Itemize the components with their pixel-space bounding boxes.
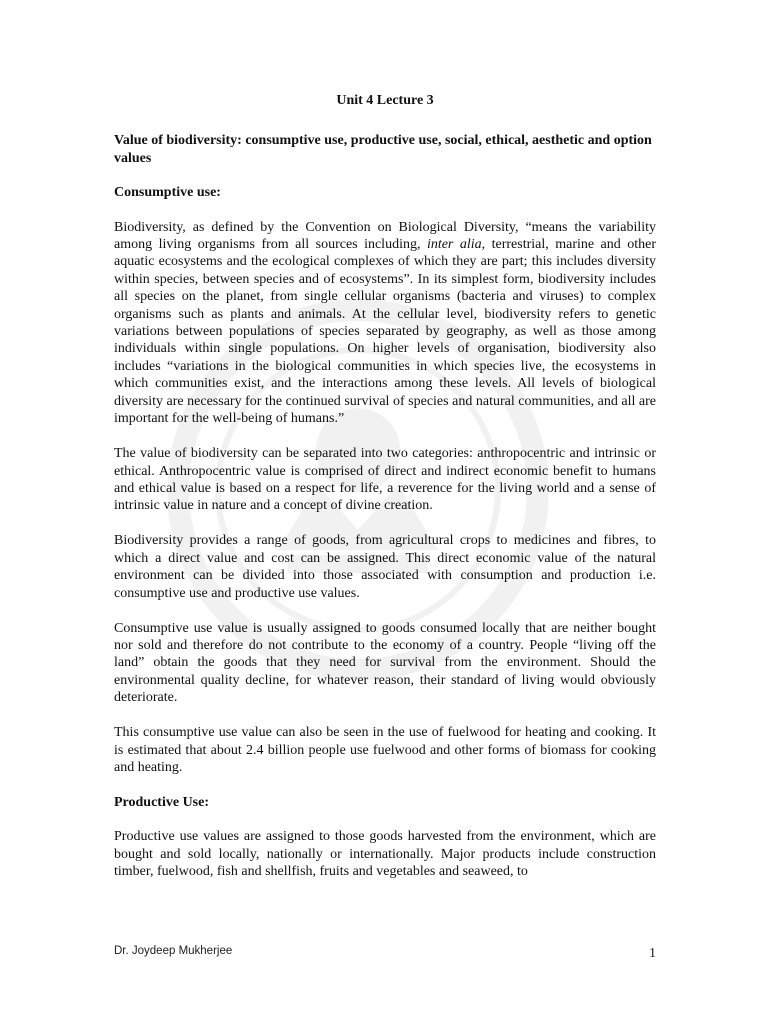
paragraph-value-categories: The value of biodiversity can be separated into two categories: anthropocentric and intrinsic or ethical. Anthropocentric value is comprised of direct and indirect economic benefit to humans and ethical value is based on a respect for life, a reverence for the living world and a sense of intrinsic value in nature and a concept of divine creation. (114, 446, 656, 514)
page-number: 1 (649, 946, 656, 961)
paragraph-text: , terrestrial, marine and other aquatic ecosystems and the ecological complexes of which they are part; this includes diversity within species, between species and of ecosystems”. In its simplest form, biodiversity includes all species on the planet, from single cellular organisms (bacteria and viruses) to complex organisms such as plants and animals. At the cellular level, biodiversity refers to genetic variations between populations of species separated by geography, as well as those among individuals within single populations. On higher levels of organisation, biodiversity also includes “variations in the biological communities in which species live, the ecosystems in which communities exist, and the interactions among these levels. All levels of biological diversity are necessary for the continued survival of species and natural communities, and all are important for the well-being of humans.” (114, 237, 656, 427)
page-title: Unit 4 Lecture 3 (336, 93, 434, 108)
paragraph-text: Biodiversity, as defined by the Convention on Biological Diversity, “means the variability among living organisms from all sources including, (114, 219, 656, 253)
document-body (114, 92, 656, 898)
section-heading-consumptive: Consumptive use: (114, 185, 221, 201)
paragraph-definition (114, 219, 656, 428)
paragraph-goods: Biodiversity provides a range of goods, from agricultural crops to medicines and fibres, to which a direct value and cost can be assigned. This direct economic value of the natural environment can be divided into those associated with consumption and production i.e. consumptive use and productive use values. (114, 533, 656, 601)
footer-author: Dr. Joydeep Mukherjee (114, 945, 233, 957)
paragraph-productive-value: Productive use values are assigned to those goods harvested from the environment, which are bought and sold locally, nationally or internationally. Major products include construction timber, fuelwood, fish and shellfish, fruits and vegetables and seaweed, to (114, 829, 656, 880)
section-heading-productive: Productive Use: (114, 794, 209, 810)
paragraph-consumptive-value: Consumptive use value is usually assigned to goods consumed locally that are neither bought nor sold and therefore do not contribute to the economy of a country. People “living off the land” obtain the goods that they need for survival from the environment. Should the environmental quality decline, for whatever reason, their standard of living would obviously deteriorate. (114, 620, 656, 706)
lecture-subtitle: Value of biodiversity: consumptive use, productive use, social, ethical, aesthetic and option values (114, 133, 652, 166)
italic-term: inter alia (426, 237, 482, 253)
paragraph-fuelwood: This consumptive use value can also be seen in the use of fuelwood for heating and cooking. It is estimated that about 2.4 billion people use fuelwood and other forms of biomass for cooking and heating. (114, 725, 656, 775)
